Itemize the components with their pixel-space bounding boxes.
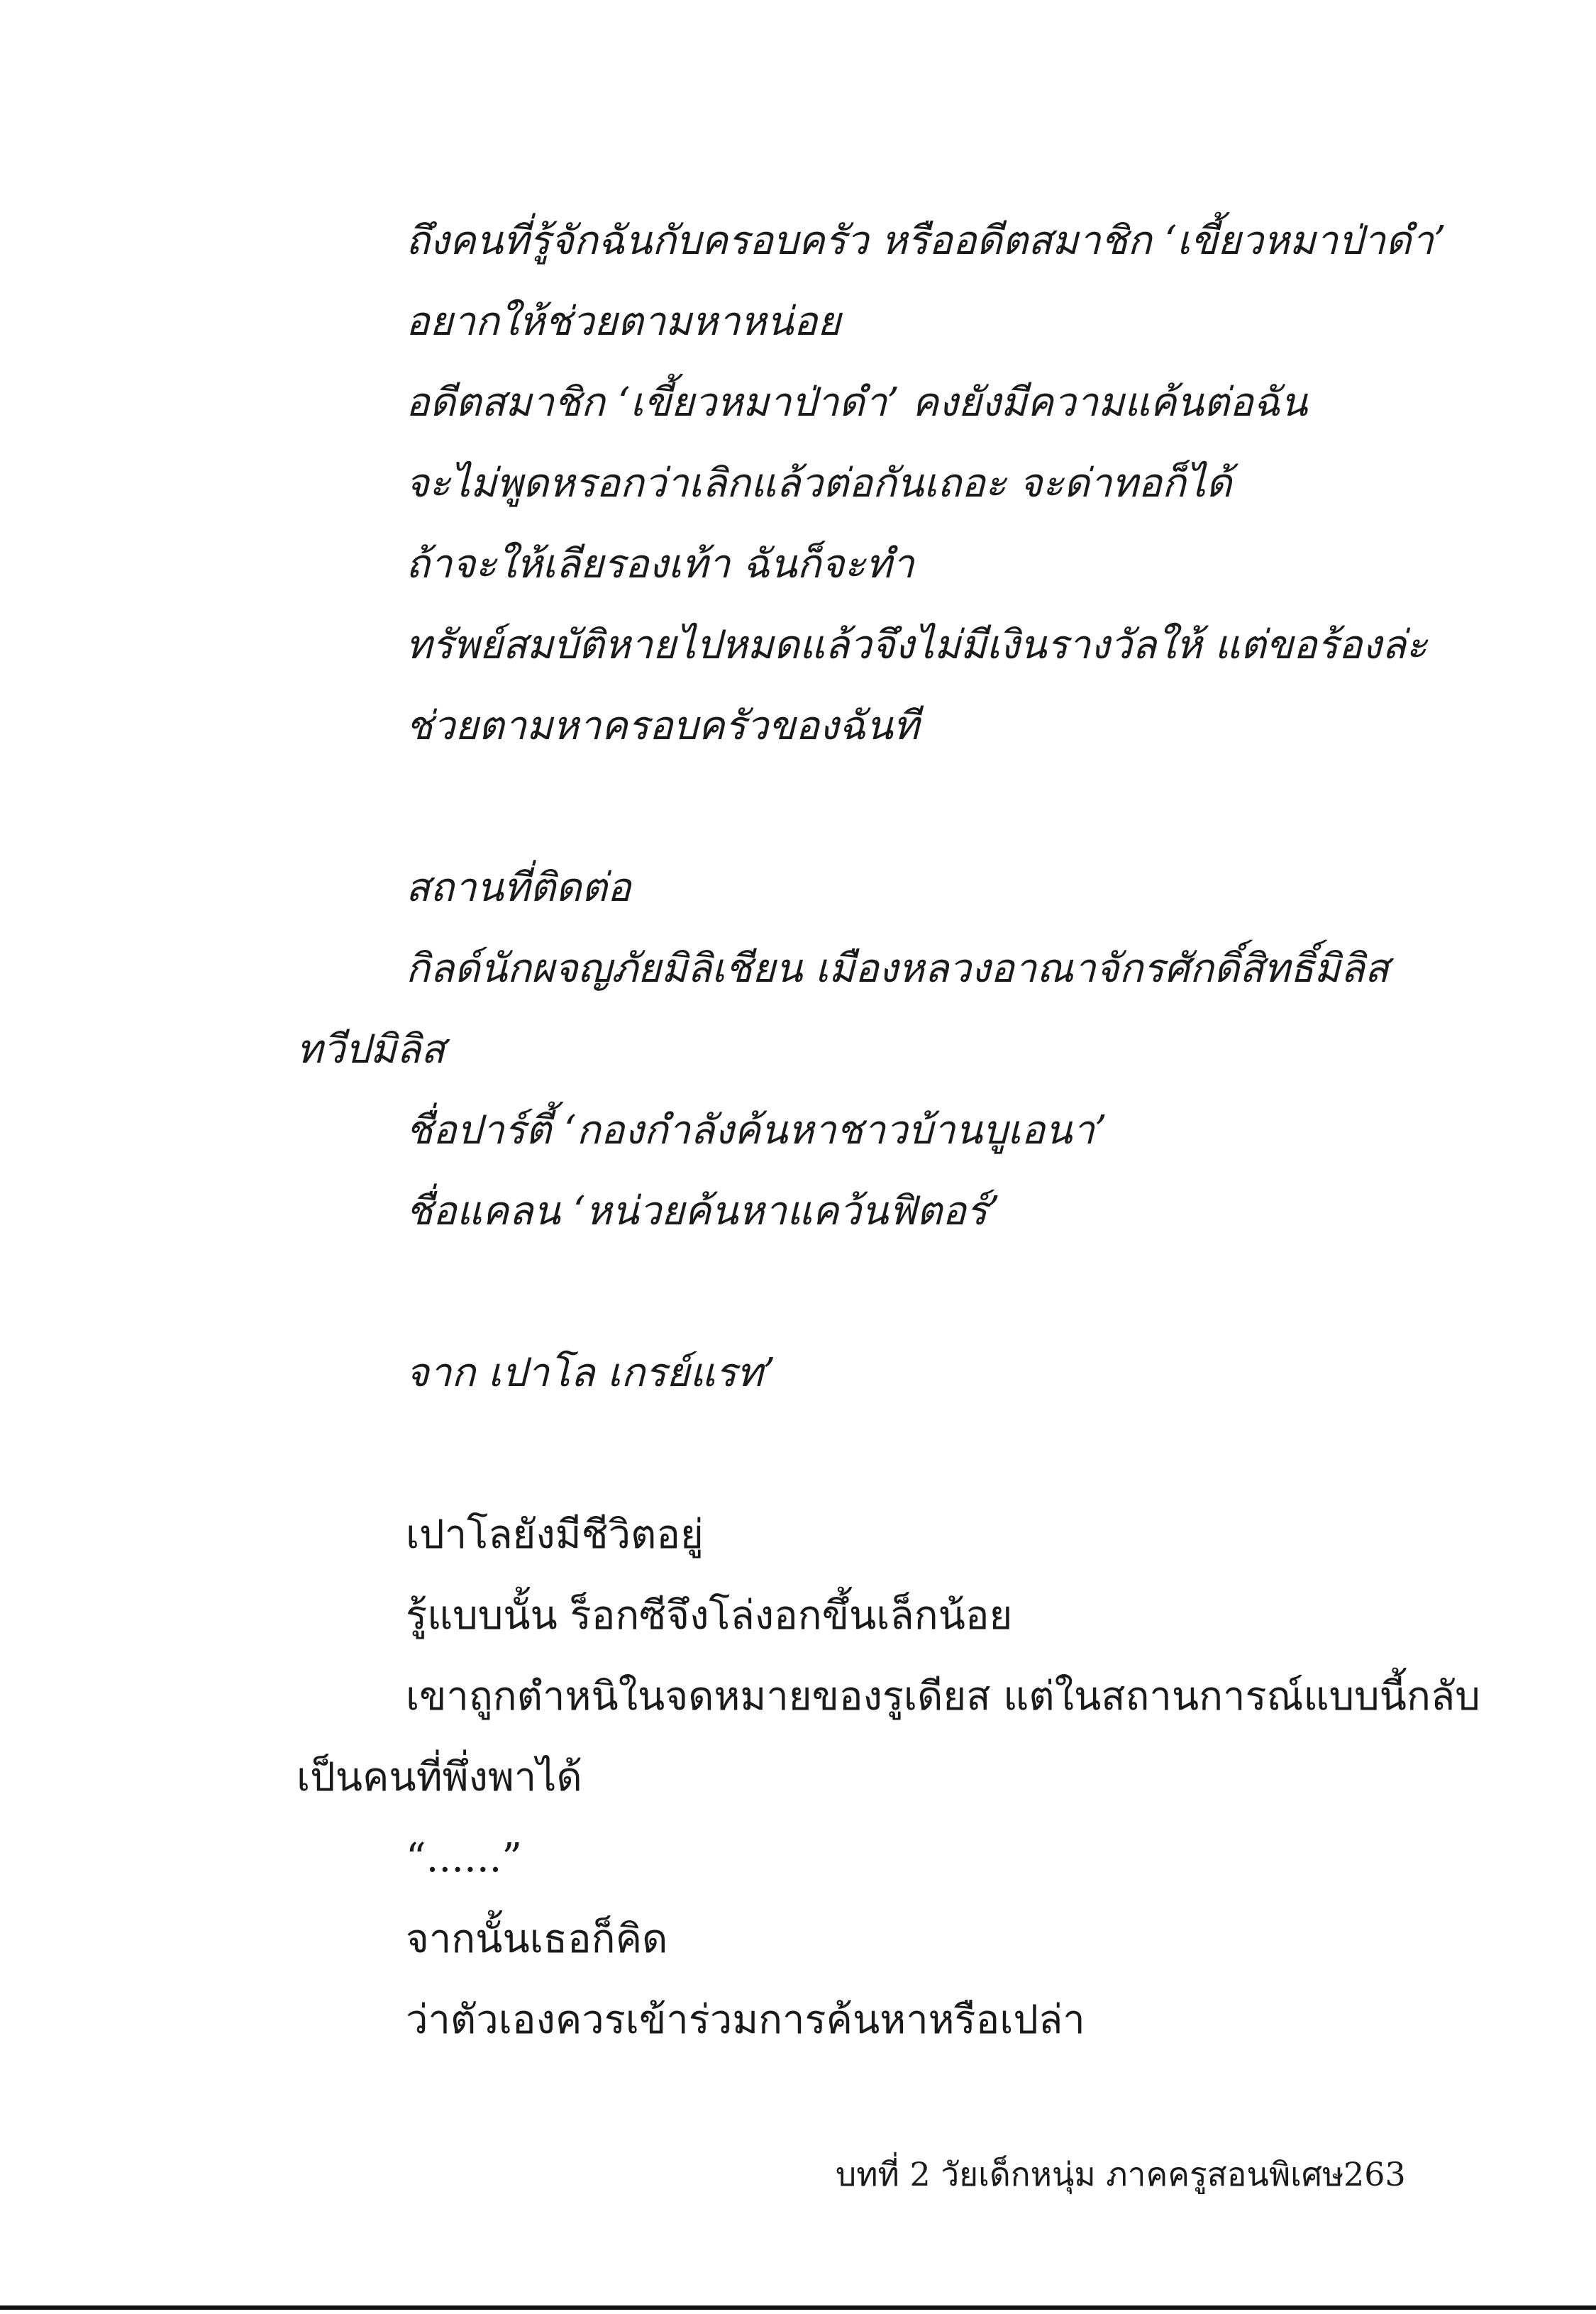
letter-line: อยากให้ช่วยตามหาหน่อย xyxy=(406,299,841,345)
running-footer-chapter: บทที่ 2 วัยเด็กหนุ่ม ภาคครูสอนพิเศษ xyxy=(836,2155,1344,2193)
narrative-line: เปาโลยังมีชีวิตอยู่ xyxy=(406,1512,704,1558)
narrative-line: จากนั้นเธอก็คิด xyxy=(406,1916,668,1962)
page-number: 263 xyxy=(1343,2155,1406,2193)
contact-address: กิลด์นักผจญภัยมิลิเชียน เมืองหลวงอาณาจักรศักดิ์สิทธิ์มิลิส xyxy=(406,946,1389,992)
narrative-line-continued: เป็นคนที่พึ่งพาได้ xyxy=(297,1754,582,1800)
party-name: ชื่อปาร์ตี้ ‘กองกำลังค้นหาชาวบ้านบูเอนา’ xyxy=(406,1107,1107,1153)
letter-line: จะไม่พูดหรอกว่าเลิกแล้วต่อกันเถอะ จะด่าทอก็ได้ xyxy=(406,460,1232,506)
clan-name: ชื่อแคลน ‘หน่วยค้นหาแคว้นฟิตอร์’ xyxy=(406,1188,1000,1234)
letter-line: ถึงคนที่รู้จักฉันกับครอบครัว หรืออดีตสมาชิก ‘เขี้ยวหมาป่าดำ’ xyxy=(406,218,1446,264)
letter-line: ทรัพย์สมบัติหายไปหมดแล้วจึงไม่มีเงินรางวัลให้ แต่ขอร้องล่ะ xyxy=(406,622,1428,668)
contact-address-continued: ทวีปมิลิส xyxy=(297,1026,445,1073)
letter-line: ช่วยตามหาครอบครัวของฉันที xyxy=(406,703,919,749)
bottom-edge-rule xyxy=(0,2305,1596,2310)
contact-heading: สถานที่ติดต่อ xyxy=(406,865,631,911)
dialogue-ellipsis: “......” xyxy=(406,1835,523,1881)
narrative-line: ว่าตัวเองควรเข้าร่วมการค้นหาหรือเปล่า xyxy=(406,1997,1085,2043)
narrative-line: รู้แบบนั้น ร็อกซีจึงโล่งอกขึ้นเล็กน้อย xyxy=(406,1593,1013,1639)
letter-signature: จาก เปาโล เกรย์แรท’ xyxy=(406,1350,776,1396)
narrative-line: เขาถูกตำหนิในจดหมายของรูเดียส แต่ในสถานการณ์แบบนี้กลับ xyxy=(406,1673,1480,1720)
letter-line: ถ้าจะให้เลียรองเท้า ฉันก็จะทำ xyxy=(406,541,914,587)
letter-line: อดีตสมาชิก ‘เขี้ยวหมาป่าดำ’ คงยังมีความแค้นต่อฉัน xyxy=(406,380,1308,426)
